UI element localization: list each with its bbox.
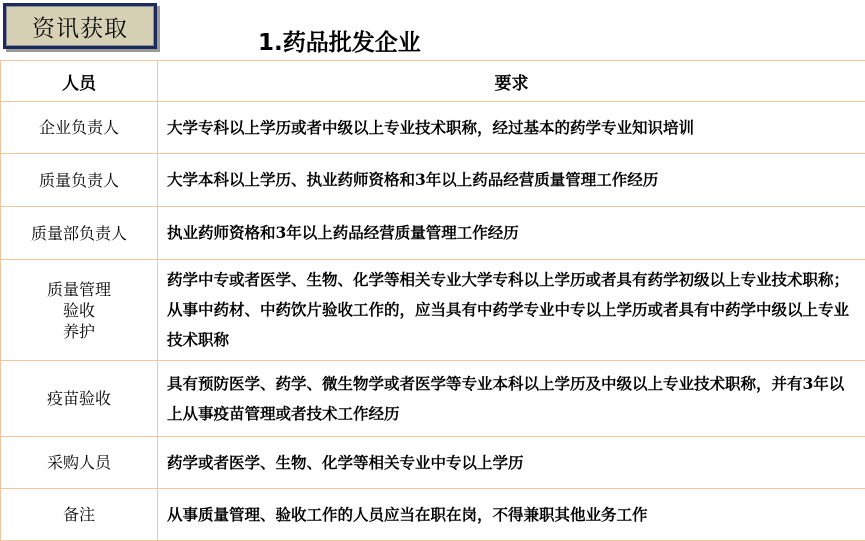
- role-cell: [1, 437, 158, 489]
- role-label: 质量部负责人: [5, 223, 153, 244]
- role-label: 质量负责人: [5, 170, 153, 191]
- role-cell: [1, 361, 158, 437]
- role-label: 采购人员: [5, 452, 153, 473]
- role-cell: [1, 260, 158, 361]
- table-row: [1, 489, 865, 541]
- role-label: 疫苗验收: [5, 388, 153, 409]
- role-cell: [1, 102, 158, 154]
- table-row: [1, 207, 865, 260]
- requirements-table: [0, 60, 865, 541]
- role-cell: [1, 207, 158, 260]
- role-cell: [1, 489, 158, 541]
- table-row: [1, 260, 865, 361]
- column-header-requirement: 要求: [158, 61, 865, 102]
- requirement-cell: 药学或者医学、生物、化学等相关专业中专以上学历: [158, 437, 865, 489]
- requirement-cell: 从事质量管理、验收工作的人员应当在职在岗，不得兼职其他业务工作: [158, 489, 865, 541]
- role-label: 备注: [5, 504, 153, 525]
- table-header-row: [1, 61, 865, 102]
- section-badge-label: 资讯获取: [6, 6, 154, 46]
- role-cell: [1, 154, 158, 207]
- requirement-cell: 具有预防医学、药学、微生物学或者医学等专业本科以上学历及中级以上专业技术职称，并有3年以上从事疫苗管理或者技术工作经历: [158, 361, 865, 437]
- page-title: 1.药品批发企业: [258, 24, 421, 57]
- role-label: 验收: [5, 300, 153, 321]
- requirement-cell: 大学本科以上学历、执业药师资格和3年以上药品经营质量管理工作经历: [158, 154, 865, 207]
- table-row: [1, 154, 865, 207]
- requirement-cell: 药学中专或者医学、生物、化学等相关专业大学专科以上学历或者具有药学初级以上专业技术职称；从事中药材、中药饮片验收工作的，应当具有中药学专业中专以上学历或者具有中药学中级以上专业技术职称: [158, 260, 865, 361]
- table-row: [1, 102, 865, 154]
- requirement-cell: 执业药师资格和3年以上药品经营质量管理工作经历: [158, 207, 865, 260]
- table-row: [1, 361, 865, 437]
- role-label: 企业负责人: [5, 117, 153, 138]
- column-header-personnel: 人员: [1, 61, 158, 102]
- table-row: [1, 437, 865, 489]
- role-label: 质量管理: [5, 279, 153, 300]
- requirement-cell: 大学专科以上学历或者中级以上专业技术职称，经过基本的药学专业知识培训: [158, 102, 865, 154]
- role-label: 养护: [5, 321, 153, 342]
- section-badge: [3, 3, 157, 49]
